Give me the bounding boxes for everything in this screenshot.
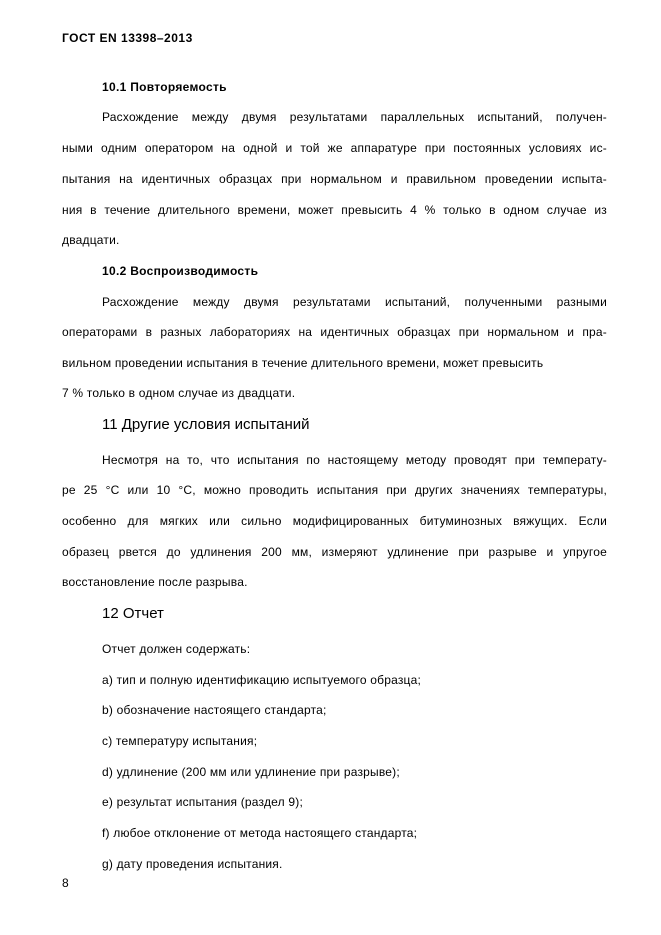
paragraph-line: двадцати. xyxy=(62,233,120,247)
paragraph-line: 7 % только в одном случае из двадцати. xyxy=(62,386,296,400)
list-item: e) результат испытания (раздел 9); xyxy=(102,795,303,809)
document-header: ГОСТ EN 13398–2013 xyxy=(62,31,193,45)
paragraph-line: вильном проведении испытания в течение длительного времени, может превысить xyxy=(62,356,544,370)
section-10-2-title: 10.2 Воспроизводимость xyxy=(102,264,259,278)
paragraph-line: ными одним оператором на одной и той же аппаратуре при постоянных условиях ис- xyxy=(62,141,607,155)
section-12-title: 12 Отчет xyxy=(102,605,164,622)
paragraph-line: ре 25 °С или 10 °С, можно проводить испытания при других значениях температуры, xyxy=(62,483,607,497)
paragraph-line: ния в течение длительного времени, может превысить 4 % только в одном случае из xyxy=(62,203,607,217)
paragraph-line: образец рвется до удлинения 200 мм, измеряют удлинение при разрыве и упругое xyxy=(62,545,607,559)
paragraph-line: Несмотря на то, что испытания по настоящему методу проводят при температу- xyxy=(102,453,607,467)
list-item: f) любое отклонение от метода настоящего стандарта; xyxy=(102,826,418,840)
paragraph-line: пытания на идентичных образцах при нормальном и правильном проведении испыта- xyxy=(62,172,607,186)
list-item: а) тип и полную идентификацию испытуемого образца; xyxy=(102,673,422,687)
paragraph-line: восстановление после разрыва. xyxy=(62,575,248,589)
paragraph-line: Расхождение между двумя результатами испытаний, полученными разными xyxy=(102,295,607,309)
list-item: d) удлинение (200 мм или удлинение при разрыве); xyxy=(102,765,400,779)
paragraph-line: операторами в разных лабораториях на идентичных образцах при нормальном и пра- xyxy=(62,325,607,339)
list-item: b) обозначение настоящего стандарта; xyxy=(102,703,327,717)
report-intro: Отчет должен содержать: xyxy=(102,642,251,656)
page-number: 8 xyxy=(62,876,69,890)
section-11-title: 11 Другие условия испытаний xyxy=(102,416,310,433)
list-item: g) дату проведения испытания. xyxy=(102,857,283,871)
paragraph-line: Расхождение между двумя результатами параллельных испытаний, получен- xyxy=(102,110,607,124)
list-item: c) температуру испытания; xyxy=(102,734,258,748)
section-10-1-title: 10.1 Повторяемость xyxy=(102,80,227,94)
paragraph-line: особенно для мягких или сильно модифицированных битуминозных вяжущих. Если xyxy=(62,514,607,528)
